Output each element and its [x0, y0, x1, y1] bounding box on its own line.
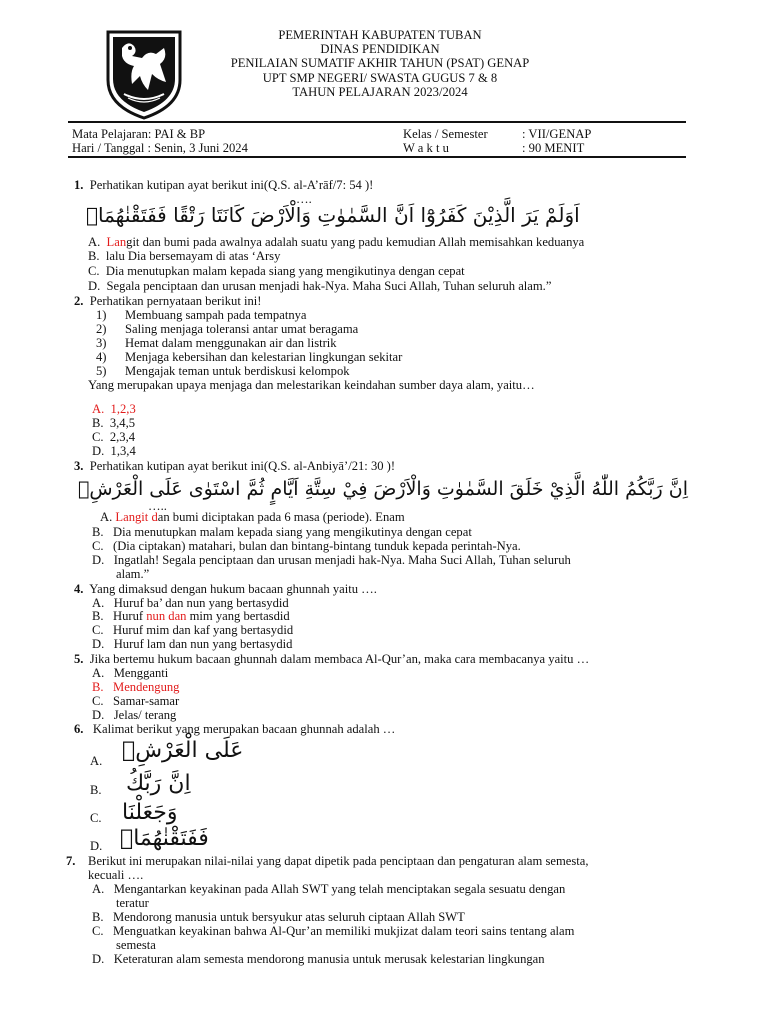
header-divider-top: [68, 121, 686, 123]
option-6c-label[interactable]: C.: [90, 811, 102, 825]
question-number: 1.: [74, 178, 84, 192]
statement-2: 2) Saling menjaga toleransi antar umat beragama: [96, 322, 359, 336]
option-7c[interactable]: C. Menguatkan keyakinan bahwa Al-Qur’an memiliki mukjizat dalam teori sains tentang alam: [92, 924, 575, 938]
question-2: 2. Perhatikan pernyataan berikut ini!: [74, 294, 262, 308]
statement-1: 1) Membuang sampah pada tempatnya: [96, 308, 307, 322]
header-line-3: PENILAIAN SUMATIF AKHIR TAHUN (PSAT) GENAP: [230, 56, 530, 71]
option-5c[interactable]: C. Samar-samar: [92, 694, 180, 708]
option-6b-arabic[interactable]: اِنَّ رَبَّكُ: [126, 771, 191, 796]
option-3a[interactable]: A. Langit dan bumi diciptakan pada 6 masa (periode). Enam: [100, 510, 405, 524]
option-3d[interactable]: D. Ingatlah! Segala penciptaan dan urusan menjadi hak-Nya. Maha Suci Allah, Tuhan seluruh: [92, 553, 571, 567]
tuban-regency-emblem: [104, 28, 184, 120]
option-1b[interactable]: B. lalu Dia bersemayam di atas ‘Arsy: [88, 249, 281, 263]
option-7a-continued: teratur: [116, 896, 149, 910]
class-label: Kelas / Semester: [403, 127, 488, 141]
option-6a-arabic[interactable]: عَلَى الْعَرْشِۗ: [122, 738, 244, 763]
class-value: : VII/GENAP: [522, 127, 592, 141]
quran-verse-al-araf: اَوَلَمْ يَرَ الَّذِيْنَ كَفَرُوْٓا اَنَّ السَّمٰوٰتِ وَالْاَرْضَ كَانَتَا رَتْقًا فَفَتَقْنٰهُمَاۗ: [86, 203, 580, 227]
question-1-dots: ….: [296, 192, 312, 206]
option-2b[interactable]: B. 3,4,5: [92, 416, 136, 430]
letterhead: [190, 28, 570, 99]
option-4c[interactable]: C. Huruf mim dan kaf yang bertasydid: [92, 623, 294, 637]
header-divider-bottom: [68, 156, 686, 158]
option-7b[interactable]: B. Mendorong manusia untuk bersyukur atas seluruh ciptaan Allah SWT: [92, 910, 465, 924]
option-6a-label[interactable]: A.: [90, 754, 103, 768]
option-4d[interactable]: D. Huruf lam dan nun yang bertasydid: [92, 637, 293, 651]
header-line-4: UPT SMP NEGERI/ SWASTA GUGUS 7 & 8: [262, 70, 498, 85]
question-3-dots: …..: [148, 499, 167, 513]
date-label: Hari / Tanggal : Senin, 3 Juni 2024: [72, 141, 248, 155]
time-value: : 90 MENIT: [522, 141, 585, 155]
statement-5: 5) Mengajak teman untuk berdiskusi kelompok: [96, 364, 350, 378]
option-1c[interactable]: C. Dia menutupkan malam kepada siang yang mengikutinya dengan cepat: [88, 264, 465, 278]
option-3d-continued: alam.”: [116, 567, 150, 581]
statement-4: 4) Menjaga kebersihan dan kelestarian lingkungan sekitar: [96, 350, 403, 364]
option-3b[interactable]: B. Dia menutupkan malam kepada siang yang mengikutinya dengan cepat: [92, 525, 472, 539]
option-2c[interactable]: C. 2,3,4: [92, 430, 136, 444]
question-6: 6. Kalimat berikut yang merupakan bacaan ghunnah adalah …: [74, 722, 396, 736]
question-3: 3. Perhatikan kutipan ayat berikut ini(Q.S. al-Anbiyā’/21: 30 )!: [74, 459, 396, 473]
question-4: 4. Yang dimaksud dengan hukum bacaan ghunnah yaitu ….: [74, 582, 377, 596]
question-text: Perhatikan kutipan ayat berikut ini(Q.S. al-A’rāf/7: 54 )!: [89, 178, 374, 192]
quran-verse-al-anbiya: اِنَّ رَبَّكُمُ اللّٰهُ الَّذِيْ خَلَقَ السَّمٰوٰتِ وَالْاَرْضَ فِيْ سِتَّةِ اَيَّامٍ ثُمَّ اسْتَوٰى عَلَى الْعَرْشِۗ: [77, 478, 688, 500]
option-7d[interactable]: D. Keteraturan alam semesta mendorong manusia untuk merusak kelestarian lingkungan: [92, 952, 545, 966]
option-6b-label[interactable]: B.: [90, 783, 102, 797]
question-2-prompt: Yang merupakan upaya menjaga dan melestarikan keindahan sumber daya alam, yaitu…: [88, 378, 535, 392]
question-1: [74, 178, 373, 193]
option-4a[interactable]: A. Huruf ba’ dan nun yang bertasydid: [92, 596, 289, 610]
option-2a[interactable]: A. 1,2,3: [92, 402, 136, 416]
option-1d[interactable]: D. Segala penciptaan dan urusan menjadi hak-Nya. Maha Suci Allah, Tuhan seluruh alam.”: [88, 279, 552, 293]
header-line-5: TAHUN PELAJARAN 2023/2024: [292, 84, 468, 99]
header-line-1: PEMERINTAH KABUPATEN TUBAN: [278, 28, 482, 42]
option-6c-arabic[interactable]: وَجَعَلْنَا: [122, 800, 178, 825]
subject-label: Mata Pelajaran: PAI & BP: [72, 127, 206, 141]
option-6d-label[interactable]: D.: [90, 839, 103, 853]
option-2d[interactable]: D. 1,3,4: [92, 444, 136, 458]
option-3c[interactable]: C. (Dia ciptakan) matahari, bulan dan bintang-bintang tunduk kepada perintah-Nya.: [92, 539, 521, 553]
highlighted-text: Lan: [106, 235, 127, 249]
option-1a[interactable]: A. Langit dan bumi pada awalnya adalah suatu yang padu kemudian Allah memisahkan keduanya: [88, 235, 585, 249]
statement-3: 3) Hemat dalam menggunakan air dan listrik: [96, 336, 337, 350]
time-label: W a k t u: [403, 141, 449, 155]
option-5d[interactable]: D. Jelas/ terang: [92, 708, 177, 722]
option-7c-continued: semesta: [116, 938, 156, 952]
question-7: 7. Berikut ini merupakan nilai-nilai yang dapat dipetik pada penciptaan dan pengaturan alam semesta,: [66, 854, 589, 868]
option-5b[interactable]: B. Mendengung: [92, 680, 180, 694]
header-line-2: DINAS PENDIDIKAN: [320, 42, 440, 57]
option-5a[interactable]: A. Mengganti: [92, 666, 169, 680]
option-6d-arabic[interactable]: فَفَتَقْنٰهُمَاۗ: [120, 826, 209, 851]
option-7a[interactable]: A. Mengantarkan keyakinan pada Allah SWT yang telah menciptakan segala sesuatu dengan: [92, 882, 566, 896]
option-4b[interactable]: B. Huruf nun dan mim yang bertasdid: [92, 609, 290, 623]
question-5: 5. Jika bertemu hukum bacaan ghunnah dalam membaca Al-Qur’an, maka cara membacanya yaitu …: [74, 652, 590, 666]
question-7-continued: kecuali ….: [88, 868, 144, 882]
